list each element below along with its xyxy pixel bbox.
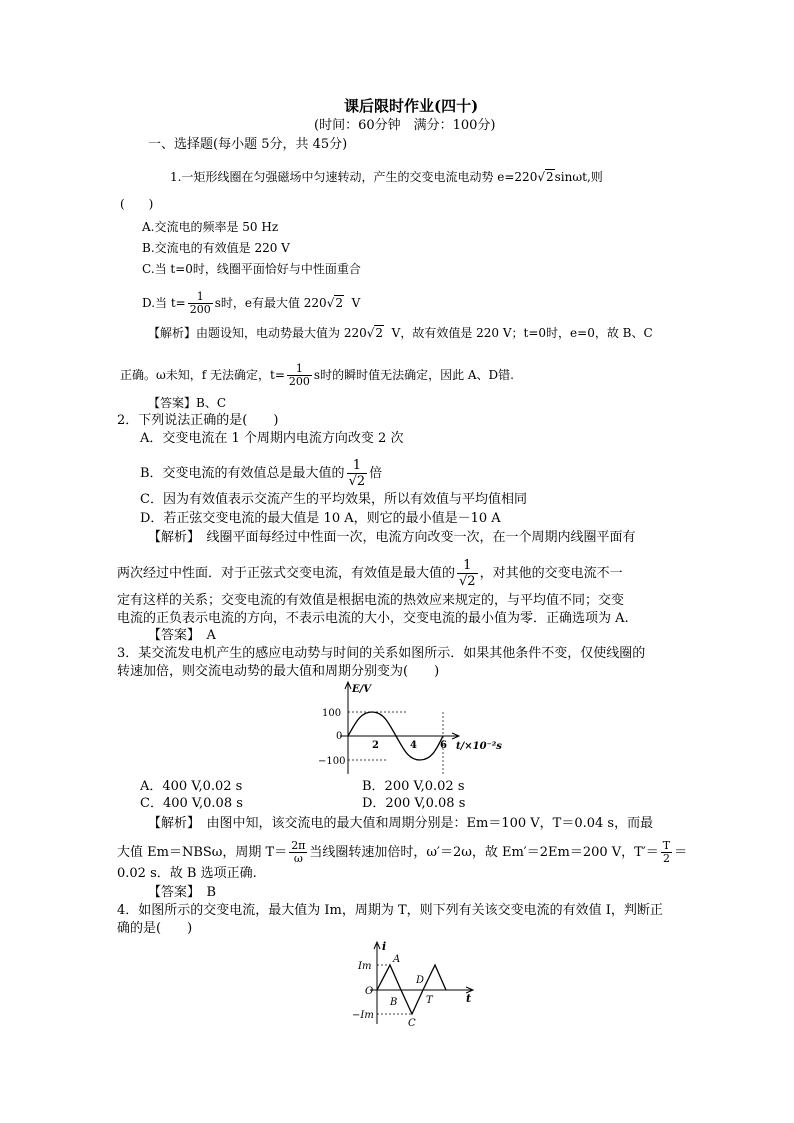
q2-option-d: D．若正弦交变电流的最大值是 10 A，则它的最小值是－10 A	[140, 511, 501, 526]
tick-100: 100	[322, 708, 342, 719]
label-a: A	[393, 954, 401, 965]
q2-analysis-4: 电流的正负表示电流的方向，不表示电流的大小，交变电流的最小值为零．正确选项为 A.	[117, 611, 629, 626]
fraction: $\frac{1}{200}$	[288, 362, 310, 388]
q2-stem: 2．下列说法正确的是( )	[117, 413, 279, 428]
q3-option-d: D．200 V,0.08 s	[362, 796, 466, 811]
q3-analysis-1: 【解析】 由图中知，该交流电的最大值和周期分别是：Em＝100 V，T＝0.04 s，而最	[148, 816, 654, 831]
tick-zero: 0	[336, 731, 343, 742]
label-c: C	[408, 1018, 416, 1028]
page-subtitle: (时间：60分钟 满分：100分)	[314, 118, 496, 133]
label-t: T	[426, 995, 433, 1006]
q3-answer: 【答案】 B	[148, 885, 217, 900]
fraction: $\frac{1}{200}$	[189, 290, 211, 316]
q3-analysis-3: 0.02 s．故 B 选项正确.	[117, 866, 257, 881]
q2-option-c: C．因为有效值表示交流产生的平均效果，所以有效值与平均值相同	[140, 492, 527, 507]
tick-4: 4	[410, 740, 417, 751]
tick-6: 6	[440, 740, 447, 751]
fraction: $\frac{1}{√2}$	[459, 558, 476, 589]
section-heading: 一、选择题(每小题 5分，共 45分)	[148, 137, 348, 152]
fraction: $\frac{1}{√2}$	[348, 458, 366, 489]
q1-analysis-1: 【解析】由题设知，电动势最大值为 220√2 V，故有效值是 220 V；t=0时，e=0，故 B、C	[148, 326, 653, 340]
q4-stem-2: 确的是( )	[117, 921, 193, 936]
fraction: $\frac{2\pi}{\omega}$	[291, 839, 306, 865]
page-title: 课后限时作业(四十)	[344, 97, 479, 115]
label-im: Im	[358, 961, 372, 972]
sqrt-symbol: √2	[537, 170, 554, 184]
label-origin: O	[365, 986, 374, 997]
q3-option-a: A．400 V,0.02 s	[140, 779, 243, 794]
q3-option-c: C．400 V,0.08 s	[140, 796, 243, 811]
q2-analysis-3: 定有这样的关系；交变电流的有效值是根据电流的热效应来规定的，与平均值不同；交变	[117, 593, 625, 608]
q3-analysis-2: 大值 Em＝NBSω，周期 T＝ $\frac{2\pi}{\omega}$ 当线圈转速加倍时，ω′＝2ω，故 Em′＝2Em＝200 V，T′＝ $\frac{T}{2}$ ＝	[117, 839, 688, 865]
fraction: $\frac{T}{2}$	[662, 839, 671, 865]
q1-paren: ( )	[120, 197, 154, 211]
q2-analysis-1: 【解析】 线圈平面每经过中性面一次，电流方向改变一次，在一个周期内线圈平面有	[148, 530, 636, 545]
q2-option-b: B．交变电流的有效值总是最大值的 $\frac{1}{√2}$ 倍	[140, 458, 383, 489]
q2-analysis-2: 两次经过中性面．对于正弦式交变电流，有效值是最大值的 $\frac{1}{√2}$ ，对其他的交变电流不一	[117, 558, 623, 589]
label-b: B	[390, 997, 398, 1008]
q3-stem-2: 转速加倍，则交流电动势的最大值和周期分别变为( )	[117, 664, 440, 679]
q3-option-b: B．200 V,0.02 s	[362, 779, 465, 794]
tick-2: 2	[372, 740, 379, 751]
emf-time-graph	[300, 678, 530, 778]
x-axis-label: t/×10⁻²s	[456, 741, 502, 752]
q1-answer: 【答案】B、C	[148, 396, 227, 410]
q1-analysis-2: 正确。ω未知，f 无法确定，t= $\frac{1}{200}$ s时的瞬时值无法确定，因此 A、D错.	[120, 362, 514, 388]
q1-option-c: C.当 t=0时，线圈平面恰好与中性面重合	[142, 262, 361, 276]
q2-answer: 【答案】 A	[148, 628, 216, 643]
label-d: D	[416, 975, 425, 986]
q4-stem-1: 4．如图所示的交变电流，最大值为 Im，周期为 T，则下列有关该交变电流的有效值 I，判断正	[117, 903, 663, 918]
q1-option-b: B.交流电的有效值是 220 V	[142, 241, 290, 255]
triangle-current-graph	[330, 938, 490, 1028]
q3-stem-1: 3．某交流发电机产生的感应电动势与时间的关系如图所示．如果其他条件不变，仅使线圈的	[117, 646, 646, 661]
q1-stem: 1.一矩形线圈在匀强磁场中匀速转动，产生的交变电流电动势 e=220√2sinωt,则	[170, 170, 603, 184]
q2-option-a: A．交变电流在 1 个周期内电流方向改变 2 次	[140, 431, 404, 446]
tick-neg100: −100	[318, 756, 346, 767]
label-neg-im: −Im	[352, 1010, 374, 1021]
q1-option-a: A.交流电的频率是 50 Hz	[142, 220, 279, 234]
q1-option-d: D.当 t= $\frac{1}{200}$ s时，e有最大值 220√2 V	[142, 290, 361, 316]
x-axis-label: t	[466, 992, 472, 1005]
y-axis-label: E/V	[352, 684, 372, 695]
y-axis-label: i	[382, 940, 387, 953]
